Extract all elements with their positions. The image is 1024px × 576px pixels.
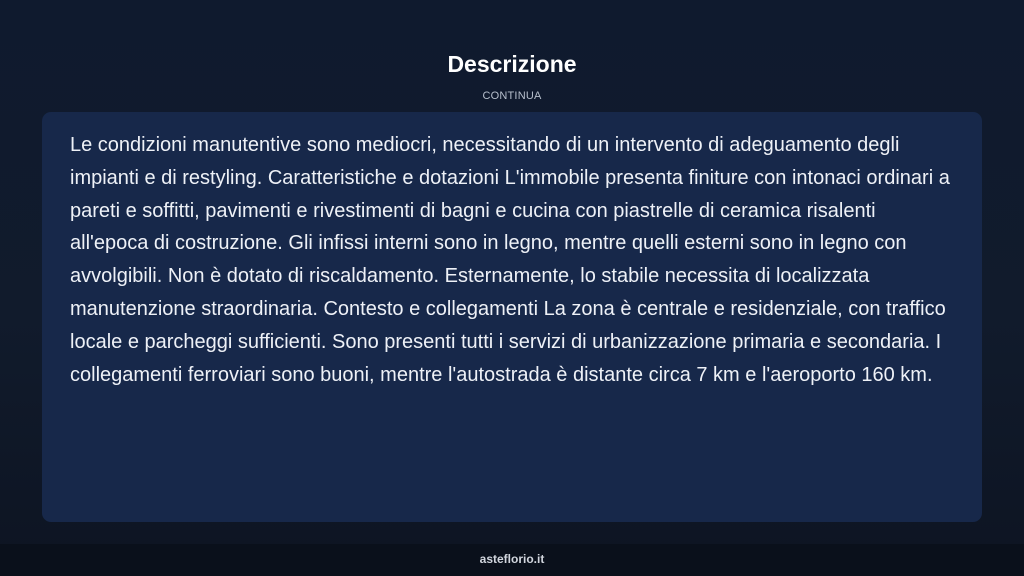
description-text: Le condizioni manutentive sono mediocri, necessitando di un intervento di adeguamento degli impianti e di restyling. Caratteristiche e dotazioni L'immobile presenta finiture con intonaci ordinari a pareti e soffitti, pavimenti e rivestimenti di bagni e cucina con piastrelle di ceramica risalenti all'epoca di costruzione. Gli infissi interni sono in legno, mentre quelli esterni sono in legno con avvolgibili. Non è dotato di riscaldamento. Esternamente, lo stabile necessita di localizzata manutenzione straordinaria. Contesto e collegamenti La zona è centrale e residenziale, con traffico locale e parcheggi sufficienti. Sono presenti tutti i servizi di urbanizzazione primaria e secondaria. I collegamenti ferroviari sono buoni, mentre l'autostrada è distante circa 7 km e l'aeroporto 160 km. [70, 134, 950, 386]
site-name: asteflorio.it [479, 552, 545, 566]
page-title: Descrizione [447, 51, 577, 77]
footer-bar [0, 544, 1024, 576]
description-card [42, 112, 982, 522]
continua-label: CONTINUA [482, 90, 542, 102]
